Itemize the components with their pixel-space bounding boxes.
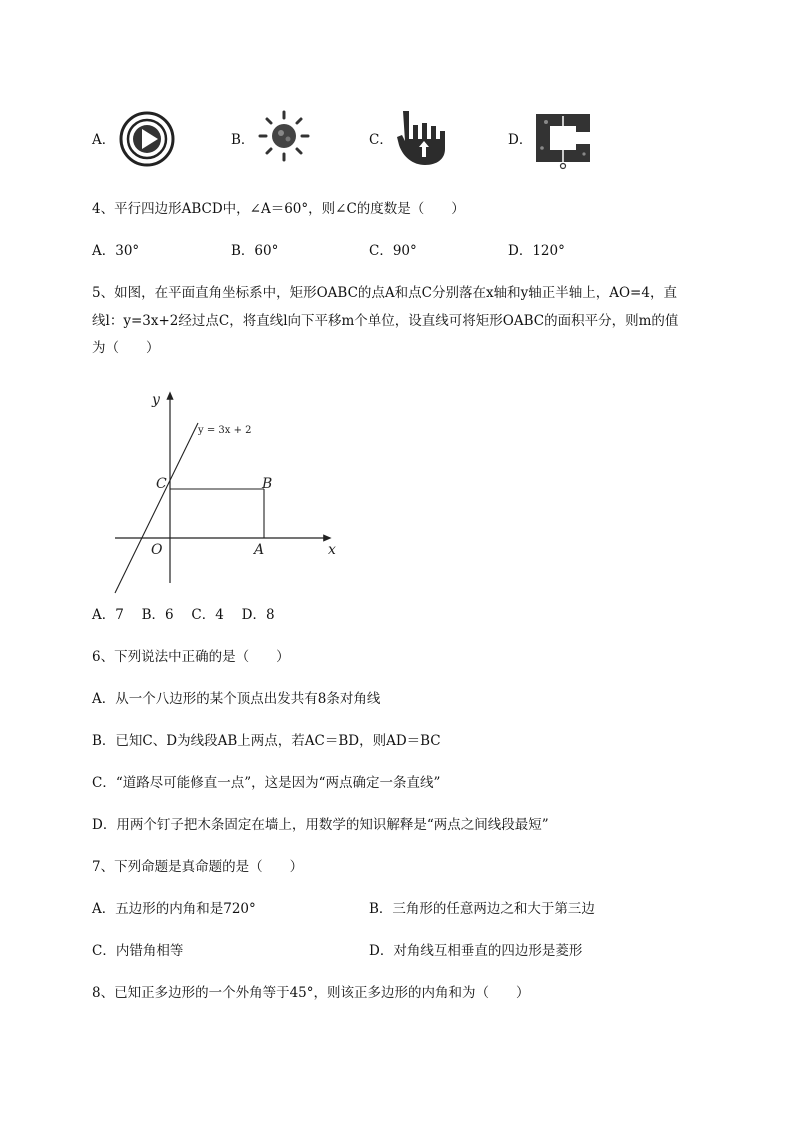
line-l-label: y = 3x + 2: [198, 425, 252, 436]
sun-icon: [256, 108, 312, 164]
play-button-icon: [118, 110, 176, 168]
q7-option-c: C．内错角相等: [92, 943, 184, 959]
point-c-label: C: [156, 476, 167, 492]
q7-stem: 7、下列命题是真命题的是（ ）: [92, 859, 304, 875]
q4-option-a: A．30°: [92, 243, 140, 259]
q3-option-d-letter: D．: [508, 132, 533, 148]
q6-stem: 6、下列说法中正确的是（ ）: [92, 649, 290, 665]
q4-stem: 4、平行四边形ABCD中，∠A＝60°，则∠C的度数是（ ）: [92, 201, 465, 217]
q4-option-b: B．60°: [231, 243, 279, 259]
q5-stem-line-1: 5、如图，在平面直角坐标系中，矩形OABC的点A和点C分别落在x轴和y轴正半轴上，AO=4，直: [92, 285, 677, 301]
q6-option-a: A．从一个八边形的某个顶点出发共有8条对角线: [92, 691, 381, 707]
q6-option-d: D．用两个钉子把木条固定在墙上，用数学的知识解释是“两点之间线段最短”: [92, 817, 549, 833]
q3-option-b-letter: B．: [231, 132, 255, 148]
q8-stem: 8、已知正多边形的一个外角等于45°，则该正多边形的内角和为（ ）: [92, 985, 530, 1001]
q7-option-b: B．三角形的任意两边之和大于第三边: [369, 901, 595, 917]
q6-option-b: B．已知C、D为线段AB上两点，若AC＝BD，则AD＝BC: [92, 733, 441, 749]
line-l: [115, 423, 198, 593]
hand-pointing-icon: [393, 105, 455, 167]
point-o-label: O: [151, 542, 163, 558]
q4-option-c: C．90°: [369, 243, 417, 259]
q3-option-c-letter: C．: [369, 132, 393, 148]
q5-stem-line-3: 为（ ）: [92, 340, 160, 356]
q5-stem-line-2: 线l：y=3x+2经过点C，将直线l向下平移m个单位，设直线可将矩形OABC的面积平分，则m的值: [92, 313, 679, 329]
q6-option-c: C．“道路尽可能修直一点”，这是因为“两点确定一条直线”: [92, 775, 441, 791]
q5-options: A．7 B．6 C．4 D．8: [92, 607, 275, 623]
q5-coordinate-figure: [110, 385, 360, 600]
letter-c-logo-icon: [532, 108, 594, 170]
x-axis-label: x: [328, 542, 336, 558]
q7-option-a: A．五边形的内角和是720°: [92, 901, 256, 917]
q3-option-a-letter: A．: [92, 132, 116, 148]
q7-option-d: D．对角线互相垂直的四边形是菱形: [369, 943, 583, 959]
q4-option-d: D．120°: [508, 243, 565, 259]
point-a-label: A: [254, 542, 265, 558]
point-b-label: B: [262, 476, 273, 492]
y-axis-label: y: [152, 392, 160, 408]
